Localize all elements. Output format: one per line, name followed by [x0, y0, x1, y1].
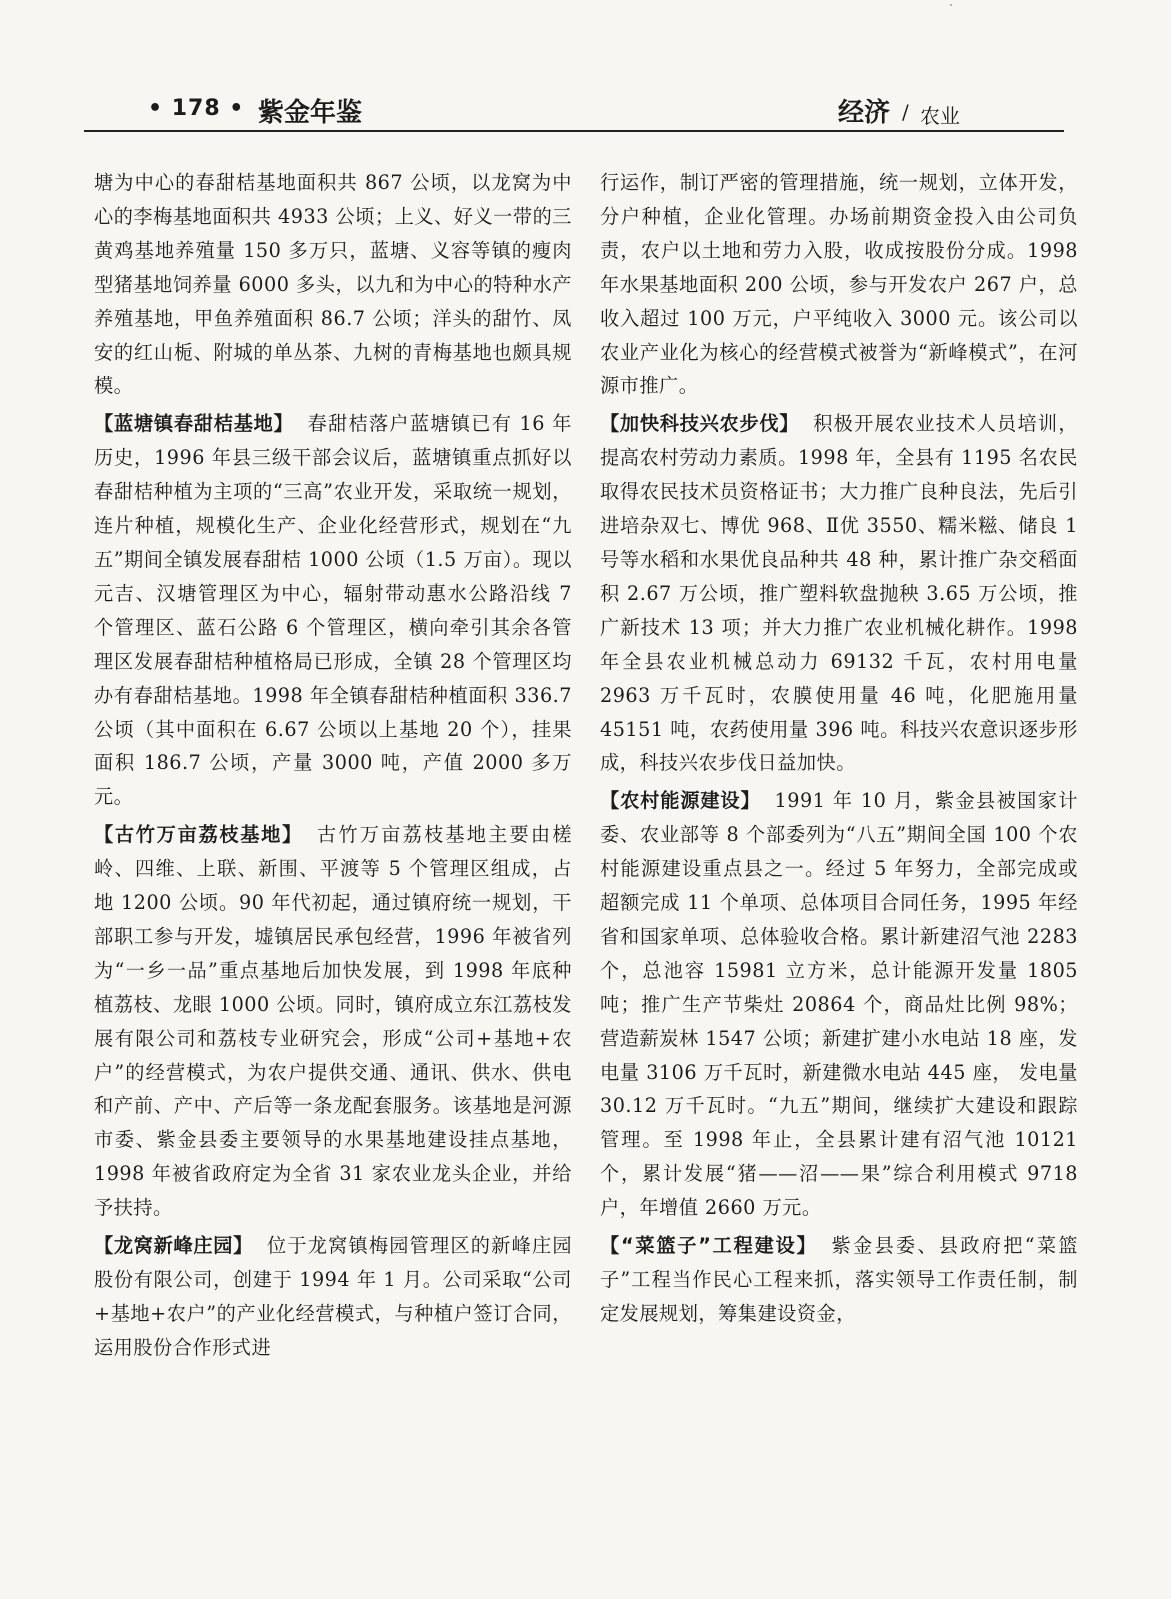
- header-rule: [84, 130, 1064, 132]
- article-body: 积极开展农业技术人员培训，提高农村劳动力素质。1998 年，全县有 1195 名农民取得农民技术员资格证书；大力推广良种良法，先后引进培杂双七、博优 968、Ⅱ优 3550、糯米糍、储良 1 号等水稻和水果优良品种共 48 种，累计推广杂交稻面积 2.67 万公顷，推广塑料软盘抛秧 3.65 万公顷，推广新技术 13 项；并大力推广农业机械化耕作。1998 年全县农业机械总动力 69132 千瓦，农村用电量 2963 万千瓦时，农膜使用量 46 吨，化肥施用量 45151 吨，农药使用量 396 吨。科技兴农意识逐步形成，科技兴农步伐日益加快。: [600, 412, 1078, 775]
- article-heading: 【龙窝新峰庄园】: [94, 1234, 254, 1258]
- article-body: 春甜桔落户蓝塘镇已有 16 年历史，1996 年县三级干部会议后，蓝塘镇重点抓好以春甜桔种植为主项的“三高”农业开发，采取统一规划，连片种植，规模化生产、企业化经营形式，规划在“九五”期间全镇发展春甜桔 1000 公顷（1.5 万亩）。现以元吉、汉塘管理区为中心，辐射带动惠水公路沿线 7 个管理区、蓝石公路 6 个管理区，横向牵引其余各管理区发展春甜桔种植格局已形成，全镇 28 个管理区均办有春甜桔基地。1998 年全镇春甜桔种植面积 336.7 公顷（其中面积在 6.67 公顷以上基地 20 个），挂果面积 186.7 公顷，产量 3000 吨，产值 2000 多万元。: [94, 412, 572, 809]
- article-guzhu-lychee-base: [94, 818, 572, 1225]
- article-body: 位于龙窝镇梅园管理区的新峰庄园股份有限公司，创建于 1994 年 1 月。公司采取“公司+基地+农户”的产业化经营模式，与种植户签订合同，运用股份合作形式进: [94, 1234, 572, 1359]
- section-separator: /: [902, 100, 909, 124]
- section-title: 经济: [838, 98, 891, 128]
- article-vegetable-basket: [600, 1229, 1078, 1331]
- article-body: 紫金县委、县政府把“菜篮子”工程当作民心工程来抓，落实领导工作责任制，制定发展规划，筹集建设资金，: [600, 1234, 1078, 1325]
- article-longwo-xinfeng-estate: [94, 1229, 572, 1365]
- article-heading: 【古竹万亩荔枝基地】: [94, 823, 303, 847]
- article-rural-energy: [600, 784, 1078, 1225]
- article-body: 1991 年 10 月，紫金县被国家计委、农业部等 8 个部委列为“八五”期间全国 100 个农村能源建设重点县之一。经过 5 年努力，全部完成或超额完成 11 个单项、总体项目合同任务，1995 年经省和国家单项、总体验收合格。累计新建沼气池 2283 个，总池容 15981 立方米，总计能源开发量 1805 吨；推广生产节柴灶 20864 个，商品灶比例 98%；营造薪炭林 1547 公顷；新建扩建小水电站 18 座，发电量 3106 万千瓦时，新建微水电站 445 座， 发电量 30.12 万千瓦时。“九五”期间，继续扩大建设和跟踪管理。至 1998 年止，全县累计建有沼气池 10121 个，累计发展“猪——沼——果”综合利用模式 9718 户，年增值 2660 万元。: [600, 789, 1078, 1220]
- article-body: 古竹万亩荔枝基地主要由槎岭、四维、上联、新围、平渡等 5 个管理区组成，占地 1200 公顷。90 年代初起，通过镇府统一规划，干部职工参与开发，墟镇居民承包经营，1996 年被省列为“一乡一品”重点基地后加快发展，到 1998 年底种植荔枝、龙眼 1000 公顷。同时，镇府成立东江荔枝发展有限公司和荔枝专业研究会，形成“公司+基地+农户”的经营模式，为农户提供交通、通讯、供水、供电和产前、产中、产后等一条龙配套服务。该基地是河源市委、紫金县委主要领导的水果基地建设挂点基地，1998 年被省政府定为全省 31 家农业龙头企业，并给予扶持。: [94, 823, 572, 1220]
- subsection-title: 农业: [920, 104, 960, 128]
- paragraph-text: 行运作，制订严密的管理措施，统一规划，立体开发，分户种植，企业化管理。办场前期资金投入由公司负责，农户以土地和劳力入股，收成按股份分成。1998 年水果基地面积 200 公顷，参与开发农户 267 户，总收入超过 100 万元，户平纯收入 3000 元。该公司以农业产业化为核心的经营模式被誉为“新峰模式”，在河源市推广。: [600, 171, 1078, 398]
- paragraph-continuation: [94, 166, 572, 403]
- article-heading: 【加快科技兴农步伐】: [600, 412, 800, 436]
- page-header: [0, 0, 1171, 140]
- article-heading: 【蓝塘镇春甜桔基地】: [94, 412, 294, 436]
- article-heading: 【“菜篮子”工程建设】: [600, 1234, 818, 1258]
- article-tech-agriculture: [600, 407, 1078, 780]
- right-column: [600, 166, 1078, 1576]
- page-number: • 178 •: [148, 96, 245, 121]
- left-column: [94, 166, 572, 1576]
- article-heading: 【农村能源建设】: [600, 789, 761, 813]
- paragraph-text: 塘为中心的春甜桔基地面积共 867 公顷，以龙窝为中心的李梅基地面积共 4933 公顷；上义、好义一带的三黄鸡基地养殖量 150 多万只，蓝塘、义容等镇的瘦肉型猪基地饲养量 6000 多头，以九和为中心的特种水产养殖基地，甲鱼养殖面积 86.7 公顷；洋头的甜竹、凤安的红山栀、附城的单丛茶、九树的青梅基地也颇具规模。: [94, 171, 572, 398]
- paragraph-continuation: [600, 166, 1078, 403]
- article-lantang-orange-base: [94, 407, 572, 814]
- book-title: 紫金年鉴: [258, 98, 363, 128]
